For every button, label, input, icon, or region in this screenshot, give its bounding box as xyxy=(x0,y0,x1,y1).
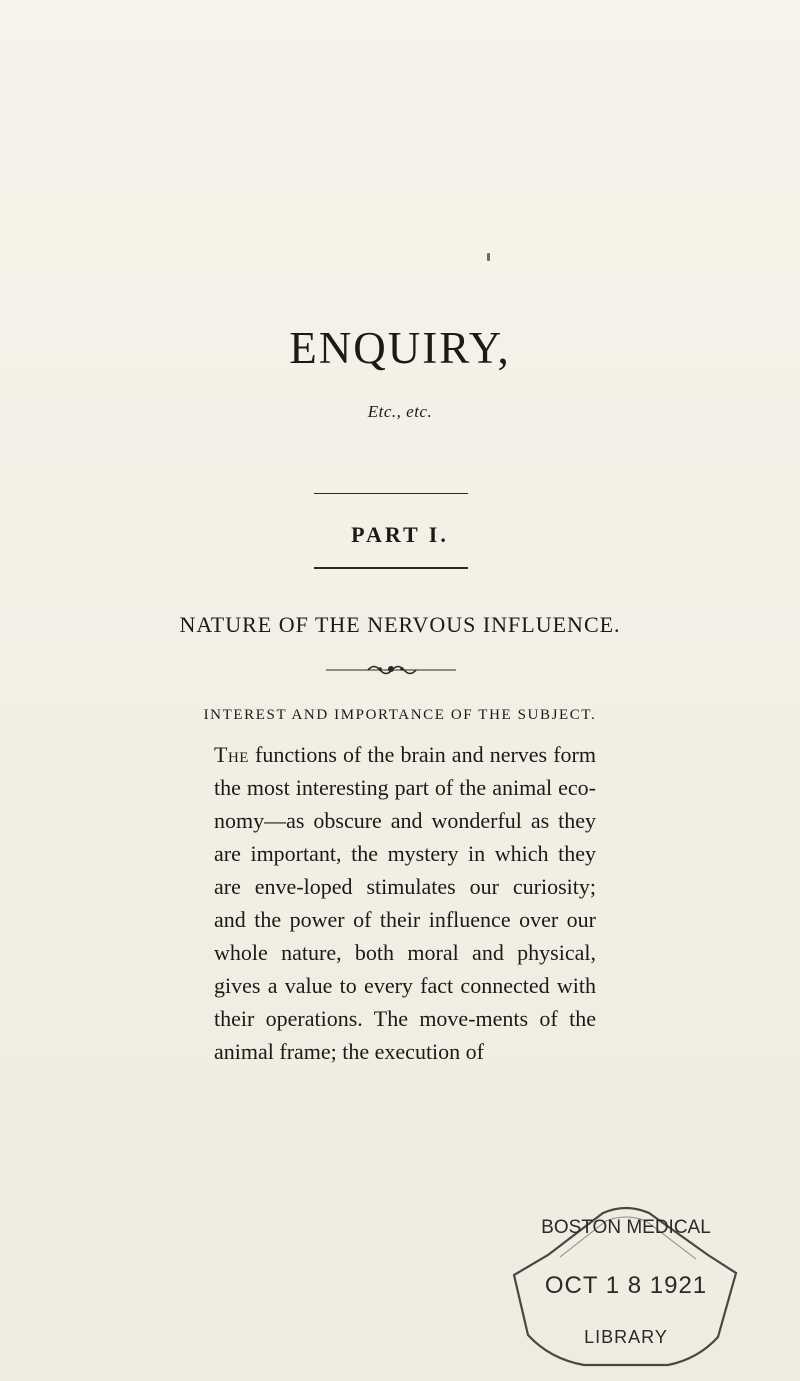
stamp-bottom-text: LIBRARY xyxy=(584,1327,668,1347)
stamp-top-text: BOSTON MEDICAL xyxy=(541,1217,711,1238)
divider-bottom xyxy=(314,567,468,569)
stamp-date: OCT 1 8 1921 xyxy=(544,1272,708,1299)
chapter-title: NATURE OF THE NERVOUS INFLUENCE. xyxy=(179,612,621,637)
section-heading: INTEREST AND IMPORTANCE OF THE SUBJECT. xyxy=(203,707,597,723)
page-subtitle: Etc., etc. xyxy=(367,402,433,421)
body-text: functions of the brain and nerves form the most interesting part of the animal eco-nomy—as obscure and wonderful as they are important, the mystery in which they are enve-loped stimulates our curiosity; and the power of their influence over our whole nature, both moral and physical, gives a value to every fact connected with their operations. The move-ments of the animal frame; the execution of xyxy=(214,742,596,1064)
body-paragraph xyxy=(214,738,596,1068)
part-label: PART I. xyxy=(351,522,449,547)
ornament-divider xyxy=(326,660,456,678)
library-stamp xyxy=(508,1175,744,1371)
divider-top xyxy=(314,493,468,494)
ink-speck xyxy=(487,253,490,261)
body-lead-word: The xyxy=(214,742,249,767)
page-title: ENQUIRY, xyxy=(289,323,511,373)
